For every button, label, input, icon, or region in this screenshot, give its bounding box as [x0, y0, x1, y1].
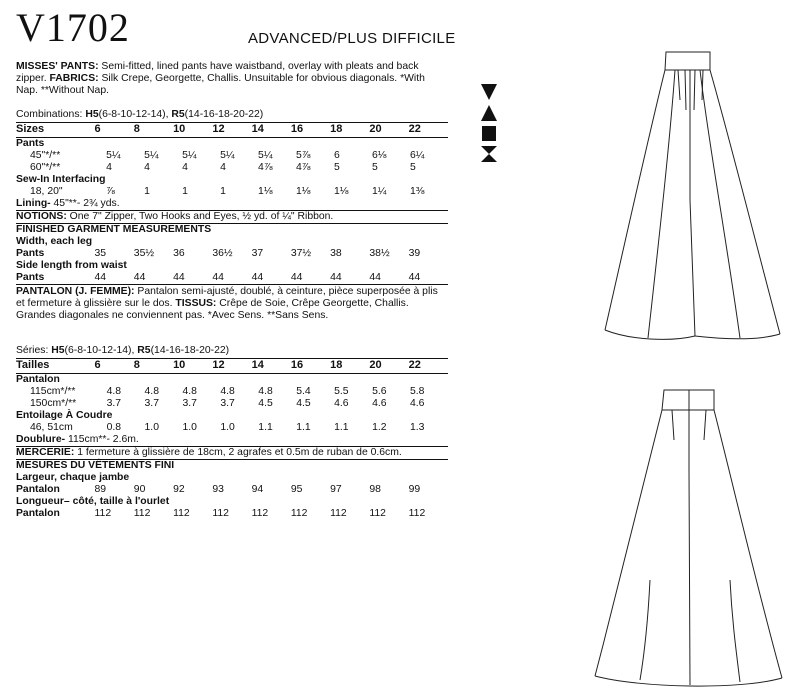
- section-row: [16, 174, 448, 186]
- yardage-cell: 1⅛: [296, 186, 311, 197]
- combo-r5-code: R5: [171, 109, 185, 120]
- yardage-cell: 1: [144, 186, 150, 197]
- measurement-cell: 112: [330, 508, 347, 519]
- measurement-cell: 44: [133, 272, 146, 283]
- measurement-cell: 90: [133, 484, 146, 495]
- sizes-label: Tailles: [16, 359, 50, 371]
- size-cell: 20: [369, 123, 382, 135]
- symbol-icons: [479, 82, 499, 164]
- section-row: [16, 472, 448, 484]
- measurement-cell: 37½: [290, 248, 312, 259]
- yardage-cell: 1⅜: [409, 186, 425, 197]
- hourglass-icon: [481, 146, 497, 162]
- fabric-width-label: 18, 20": [30, 186, 63, 197]
- pants-label: Pantalon: [16, 484, 60, 495]
- measurement-row: [16, 508, 448, 520]
- hem: [605, 330, 695, 339]
- yardage-cell: 5.4: [296, 386, 311, 397]
- lining-line: [16, 198, 448, 210]
- notions-text: One 7" Zipper, Two Hooks and Eyes, ½ yd. of ¼" Ribbon.: [66, 211, 334, 222]
- yardage-cell: 1¼: [372, 186, 387, 197]
- yardage-cell: ⅞: [106, 186, 115, 197]
- yardage-cell: 1: [220, 186, 226, 197]
- section-row: [16, 236, 448, 248]
- size-cell: 18: [330, 123, 343, 135]
- combo-h5-code: H5: [85, 109, 99, 120]
- size-cell: 14: [251, 359, 264, 371]
- measurement-cell: 44: [251, 272, 264, 283]
- size-cell: 20: [369, 359, 382, 371]
- section-row: [16, 410, 448, 422]
- front-view-sketch: [590, 40, 790, 350]
- yardage-cell: 5: [372, 162, 378, 173]
- size-cell: 14: [251, 123, 264, 135]
- left-outseam: [595, 410, 662, 676]
- size-cell: 22: [408, 359, 421, 371]
- yardage-cell: 5¼: [144, 150, 159, 161]
- hem: [595, 676, 782, 686]
- center-back-seam: [689, 470, 690, 685]
- english-yardage-table: [16, 138, 448, 198]
- yardage-cell: 1.2: [372, 422, 387, 433]
- size-cell: 12: [212, 123, 225, 135]
- measurement-cell: 35: [94, 248, 107, 259]
- left-outseam: [605, 70, 665, 330]
- pleat: [694, 70, 695, 110]
- yardage-cell: 5¼: [258, 150, 273, 161]
- fabrics-lead: FABRICS:: [49, 73, 99, 84]
- yardage-cell: 5¼: [106, 150, 121, 161]
- yardage-cell: 4.5: [258, 398, 273, 409]
- measurement-cell: 44: [212, 272, 224, 283]
- fabrics-text: Crêpe de Soie, Crêpe Georgette, Challis. Grandes diagonales ne conviennent pas. *Avec Sens. **Sans Sens.: [16, 298, 409, 321]
- yardage-cell: 6⅛: [372, 150, 387, 161]
- size-cell: 8: [133, 359, 140, 371]
- size-cell: 18: [330, 359, 343, 371]
- section-row: [16, 496, 448, 508]
- section-row: [16, 260, 448, 272]
- yardage-cell: 6¼: [409, 150, 425, 161]
- measurement-row: [16, 484, 448, 496]
- series-r5-code: R5: [137, 345, 151, 356]
- divider: [16, 284, 448, 285]
- series-label: Séries:: [16, 345, 52, 356]
- notions-label: MERCERIE:: [16, 447, 75, 458]
- interfacing-label: Sew-In Interfacing: [16, 174, 106, 185]
- measurement-cell: 44: [369, 272, 381, 283]
- yardage-cell: 4.8: [258, 386, 273, 397]
- measurement-cell: 38½: [369, 248, 390, 259]
- combo-r5-sizes: (14-16-18-20-22): [184, 109, 264, 120]
- sizes-row: [16, 123, 448, 135]
- width-label: Largeur, chaque jambe: [16, 472, 130, 483]
- lining-label: Doublure-: [16, 434, 66, 445]
- measurement-cell: 44: [94, 272, 107, 283]
- lining-text: 115cm**- 2.6m.: [65, 434, 139, 445]
- pants-label: Pantalon: [16, 374, 60, 385]
- yardage-cell: 1⅛: [334, 186, 349, 197]
- yardage-cell: 1: [182, 186, 188, 197]
- waistband: [662, 390, 714, 410]
- yardage-cell: 4.5: [296, 398, 311, 409]
- notions-line: [16, 447, 448, 459]
- yardage-row: [16, 150, 448, 162]
- interfacing-label: Entoilage À Coudre: [16, 410, 113, 421]
- difficulty-level: ADVANCED/PLUS DIFFICILE: [248, 30, 456, 47]
- yardage-cell: 4: [144, 162, 150, 173]
- pants-label: Pants: [16, 248, 45, 259]
- yardage-cell: 1.1: [258, 422, 273, 433]
- measurement-cell: 112: [212, 508, 229, 519]
- yardage-cell: 4.8: [106, 386, 122, 397]
- length-label: Longueur– côté, taille à l'ourlet: [16, 496, 170, 507]
- back-view-sketch: [590, 380, 790, 695]
- size-cell: 6: [94, 123, 101, 135]
- yardage-cell: 1.3: [409, 422, 425, 433]
- section-row: [16, 138, 448, 150]
- size-cell: 12: [212, 359, 225, 371]
- lining-line: [16, 434, 448, 446]
- yardage-cell: 1.0: [182, 422, 197, 433]
- combinations-label: Combinations:: [16, 109, 86, 120]
- fabric-width-label: 45"*/**: [30, 150, 61, 161]
- measurement-cell: 36½: [212, 248, 233, 259]
- series-line: [16, 345, 448, 357]
- measurement-cell: 35½: [133, 248, 155, 259]
- measurement-cell: 112: [251, 508, 269, 519]
- yardage-row: [16, 386, 448, 398]
- yardage-cell: 1.1: [334, 422, 349, 433]
- measurement-cell: 112: [133, 508, 151, 519]
- overlay-edge: [700, 70, 740, 338]
- yardage-cell: 4: [106, 162, 112, 173]
- yardage-cell: 3.7: [106, 398, 122, 409]
- right-outseam: [710, 70, 780, 334]
- yardage-cell: 1.0: [220, 422, 235, 433]
- yardage-cell: 5.6: [372, 386, 387, 397]
- description-text: Semi-fitted, lined pants have waistband, overlay with pleats and back zipper.: [16, 61, 419, 84]
- yardage-cell: 3.7: [144, 398, 159, 409]
- yardage-cell: 4: [220, 162, 226, 173]
- finished-label: FINISHED GARMENT MEASUREMENTS: [16, 224, 212, 235]
- pleat: [678, 70, 680, 100]
- measurement-row: [16, 248, 448, 260]
- square-icon: [482, 126, 496, 141]
- notions-label: NOTIONS:: [16, 211, 67, 222]
- hem-right: [695, 334, 780, 339]
- drape-line: [640, 580, 650, 680]
- yardage-cell: 4.8: [182, 386, 197, 397]
- measurement-cell: 112: [94, 508, 112, 519]
- triangle-up-icon: [481, 105, 497, 121]
- right-outseam: [714, 410, 782, 678]
- measurement-cell: 112: [173, 508, 190, 519]
- measurement-cell: 44: [408, 272, 421, 283]
- yardage-cell: 0.8: [106, 422, 122, 433]
- dart: [704, 410, 706, 440]
- lining-text: 45"**- 2¾ yds.: [50, 198, 120, 209]
- yardage-cell: 3.7: [182, 398, 197, 409]
- notions-line: [16, 211, 448, 223]
- combinations-line: [16, 109, 448, 121]
- triangle-down-icon: [481, 84, 497, 100]
- yardage-row: [16, 422, 448, 434]
- measurement-cell: 112: [408, 508, 426, 519]
- yardage-cell: 4.6: [372, 398, 387, 409]
- measurement-cell: 112: [290, 508, 308, 519]
- measurement-cell: 44: [290, 272, 303, 283]
- sizes-row: [16, 359, 448, 371]
- french-size-chart: [16, 359, 448, 371]
- fabrics-text: Silk Crepe, Georgette, Challis. Unsuitable for obvious diagonals. *With Nap. **Without Nap.: [16, 73, 425, 96]
- size-cell: 10: [173, 359, 186, 371]
- size-cell: 10: [173, 123, 186, 135]
- fabric-width-label: 60"*/**: [30, 162, 61, 173]
- size-cell: 16: [290, 359, 304, 371]
- yardage-cell: 5.5: [334, 386, 349, 397]
- finished-label: MESURES DU VÊTEMENTS FINI: [16, 460, 175, 471]
- yardage-row: [16, 186, 448, 198]
- measurement-cell: 44: [330, 272, 342, 283]
- english-size-chart: [16, 123, 448, 135]
- yardage-cell: 4.6: [409, 398, 425, 409]
- yardage-cell: 4.8: [144, 386, 159, 397]
- length-label: Side length from waist: [16, 260, 127, 271]
- yardage-cell: 4: [182, 162, 188, 173]
- lining-label: Lining-: [16, 198, 51, 209]
- measurement-cell: 97: [330, 484, 342, 495]
- series-h5-sizes: (6-8-10-12-14),: [64, 345, 138, 356]
- french-description: [16, 286, 448, 322]
- waistband: [665, 52, 710, 70]
- yardage-cell: 1⅛: [258, 186, 273, 197]
- fabric-width-label: 150cm*/**: [30, 398, 77, 409]
- dart: [672, 410, 674, 440]
- yardage-cell: 4.8: [220, 386, 235, 397]
- fabric-width-label: 46, 51cm: [30, 422, 73, 433]
- description-text: Pantalon semi-ajusté, doublé, à ceinture, pièce superposée à plis et fermeture à glissière sur le dos.: [16, 286, 438, 309]
- sizes-label: Sizes: [16, 123, 45, 135]
- yardage-cell: 5¼: [182, 150, 197, 161]
- size-cell: 6: [94, 359, 101, 371]
- measurement-cell: 94: [251, 484, 264, 495]
- measurement-cell: 112: [369, 508, 386, 519]
- measurement-cell: 39: [408, 248, 421, 259]
- pants-label: Pants: [16, 272, 45, 283]
- measurement-cell: 98: [369, 484, 381, 495]
- size-cell: 22: [408, 123, 421, 135]
- series-h5-code: H5: [51, 345, 65, 356]
- measurement-cell: 36: [173, 248, 185, 259]
- yardage-cell: 4.6: [334, 398, 349, 409]
- measurement-cell: 44: [173, 272, 185, 283]
- size-cell: 8: [133, 123, 140, 135]
- description-lead: MISSES' PANTS:: [16, 61, 99, 72]
- english-description: [16, 61, 448, 97]
- pants-label: Pants: [16, 138, 45, 149]
- measurement-row: [16, 272, 448, 284]
- section-row: [16, 460, 448, 472]
- measurement-cell: 95: [290, 484, 303, 495]
- fabrics-lead: TISSUS:: [175, 298, 217, 309]
- drape-line: [730, 580, 740, 682]
- width-label: Width, each leg: [16, 236, 93, 247]
- measurement-cell: 99: [408, 484, 421, 495]
- combo-h5-sizes: (6-8-10-12-14),: [98, 109, 172, 120]
- notions-text: 1 fermeture à glissière de 18cm, 2 agrafes et 0.5m de ruban de 0.6cm.: [74, 447, 402, 458]
- french-finished-measurements: [16, 460, 448, 520]
- inner-leg: [690, 200, 695, 336]
- pattern-number: V1702: [16, 5, 130, 50]
- yardage-cell: 1.1: [296, 422, 311, 433]
- yardage-cell: 3.7: [220, 398, 235, 409]
- french-yardage-table: [16, 374, 448, 434]
- yardage-cell: 4⅞: [296, 162, 311, 173]
- measurement-cell: 38: [330, 248, 342, 259]
- english-finished-measurements: [16, 224, 448, 284]
- yardage-row: [16, 398, 448, 410]
- yardage-cell: 5.8: [409, 386, 425, 397]
- pants-label: Pantalon: [16, 508, 60, 519]
- section-row: [16, 224, 448, 236]
- pleat: [685, 70, 686, 110]
- measurement-cell: 37: [251, 248, 264, 259]
- description-lead: PANTALON (J. FEMME):: [16, 286, 135, 297]
- yardage-cell: 4⅞: [258, 162, 273, 173]
- yardage-row: [16, 162, 448, 174]
- overlay-edge: [648, 70, 675, 338]
- series-r5-sizes: (14-16-18-20-22): [150, 345, 230, 356]
- yardage-cell: 6: [334, 150, 340, 161]
- size-cell: 16: [290, 123, 304, 135]
- yardage-cell: 5: [409, 162, 416, 173]
- yardage-cell: 5: [334, 162, 340, 173]
- measurement-cell: 93: [212, 484, 224, 495]
- measurement-cell: 89: [94, 484, 107, 495]
- section-row: [16, 374, 448, 386]
- fabric-width-label: 115cm*/**: [30, 386, 76, 397]
- yardage-cell: 5¼: [220, 150, 235, 161]
- yardage-cell: 1.0: [144, 422, 159, 433]
- yardage-cell: 5⅞: [296, 150, 311, 161]
- measurement-cell: 92: [173, 484, 185, 495]
